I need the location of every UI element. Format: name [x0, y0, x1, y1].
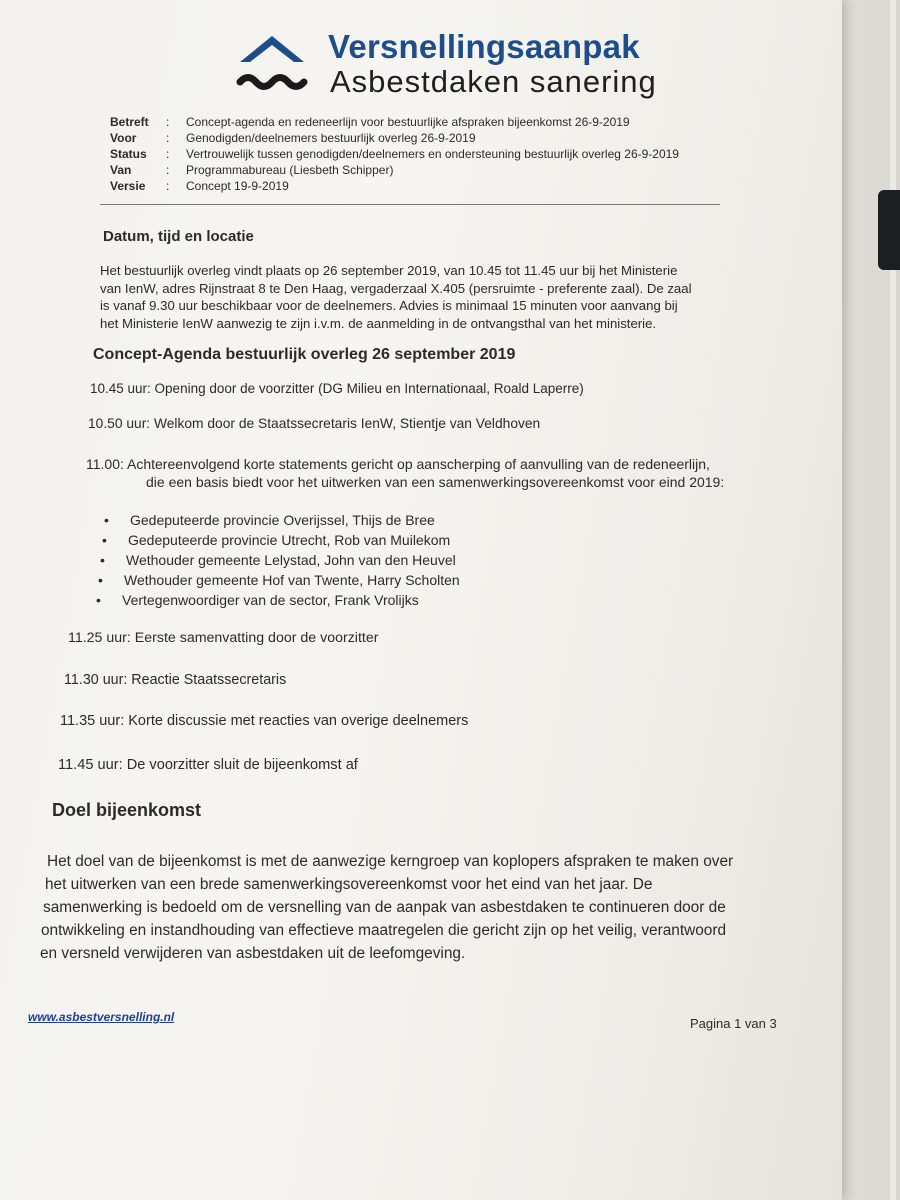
list-item — [96, 590, 458, 610]
agenda-item: 10.45 uur: Opening door de voorzitter (DG Milieu en Internationaal, Roald Laperre) — [90, 381, 584, 396]
agenda-item: 11.35 uur: Korte discussie met reacties van overige deelnemers — [60, 713, 469, 729]
section-heading-doel: Doel bijeenkomst — [52, 800, 202, 820]
meta-row-betreft — [110, 114, 679, 130]
website-link[interactable]: www.asbestversnelling.nl — [28, 1010, 175, 1024]
meta-row-versie — [110, 178, 679, 194]
meta-value: Concept-agenda en redeneerlijn voor bestuurlijke afspraken bijeenkomst 26-9-2019 — [186, 115, 630, 129]
paragraph-line: ontwikkeling en instandhouding van effectieve maatregelen die gericht zijn op het veilig, verantwoord — [41, 922, 727, 939]
meta-colon: : — [166, 131, 170, 145]
logo-roof-wave-icon — [236, 30, 308, 100]
page-number: Pagina 1 van 3 — [690, 1016, 777, 1031]
divider — [100, 204, 720, 205]
meta-value: Concept 19-9-2019 — [186, 179, 289, 193]
agenda-item: 10.50 uur: Welkom door de Staatssecretaris IenW, Stientje van Veldhoven — [88, 416, 541, 431]
agenda-item: 11.45 uur: De voorzitter sluit de bijeenkomst af — [58, 757, 358, 773]
paragraph-line: is vanaf 9.30 uur beschikbaar voor de deelnemers. Advies is minimaal 15 minuten voor aanvang bij — [100, 298, 678, 313]
paragraph-line: het uitwerken van een brede samenwerkingsovereenkomst voor het eind van het jaar. De — [45, 876, 653, 893]
agenda-heading: Concept-Agenda bestuurlijk overleg 26 september 2019 — [93, 346, 516, 363]
list-item — [102, 530, 464, 550]
meta-key: Van — [110, 163, 132, 177]
meta-row-van — [110, 162, 679, 178]
agenda-item: 11.00: Achtereenvolgend korte statements gericht op aanscherping of aanvulling van de redeneerlijn, — [86, 456, 710, 472]
paragraph-line: samenwerking is bedoeld om de versnelling van de aanpak van asbestdaken te continueren door de — [43, 899, 726, 916]
paragraph-line: Het bestuurlijk overleg vindt plaats op 26 september 2019, van 10.45 tot 11.45 uur bij het Ministerie — [100, 263, 678, 278]
list-item-label: Wethouder gemeente Lelystad, John van den Heuvel — [126, 552, 456, 568]
section-datum-paragraph — [100, 262, 692, 332]
agenda-item: 11.30 uur: Reactie Staatssecretaris — [64, 672, 287, 688]
list-item-label: Gedeputeerde provincie Overijssel, Thijs de Bree — [130, 512, 435, 528]
list-item-label: Wethouder gemeente Hof van Twente, Harry Scholten — [124, 572, 460, 588]
meta-colon: : — [166, 163, 170, 177]
meta-value: Genodigden/deelnemers bestuurlijk overleg 26-9-2019 — [186, 131, 476, 145]
list-item-label: Vertegenwoordiger van de sector, Frank Vrolijks — [122, 592, 419, 608]
logo-title: Versnellingsaanpak — [328, 28, 640, 65]
list-item — [98, 570, 460, 590]
section-doel-paragraph — [40, 850, 733, 965]
list-item — [100, 550, 462, 570]
list-item-label: Gedeputeerde provincie Utrecht, Rob van Muilekom — [128, 532, 451, 548]
bullet-icon: • — [104, 512, 109, 528]
meta-key: Voor — [110, 131, 137, 145]
bullet-icon: • — [96, 592, 101, 608]
meta-value: Programmabureau (Liesbeth Schipper) — [186, 163, 394, 177]
meta-colon: : — [166, 147, 170, 161]
meta-key: Status — [110, 147, 147, 161]
meta-block — [110, 114, 679, 194]
bullet-icon: • — [98, 572, 103, 588]
paragraph-line: Het doel van de bijeenkomst is met de aanwezige kerngroep van koplopers afspraken te maken over — [47, 853, 734, 870]
speaker-list — [96, 510, 462, 610]
meta-colon: : — [166, 179, 170, 193]
meta-key: Betreft — [110, 115, 149, 129]
paragraph-line: het Ministerie IenW aanwezig te zijn i.v.m. de aanmelding in de ontvangsthal van het ministerie. — [100, 315, 657, 331]
agenda-item-continued: die een basis biedt voor het uitwerken van een samenwerkingsovereenkomst voor eind 2019: — [146, 474, 725, 490]
bullet-icon: • — [102, 532, 107, 548]
section-heading-datum: Datum, tijd en locatie — [103, 228, 254, 245]
binder-clip — [878, 190, 900, 270]
logo-subtitle: Asbestdaken sanering — [330, 64, 657, 99]
agenda-item: 11.25 uur: Eerste samenvatting door de voorzitter — [68, 630, 379, 646]
paragraph-line: van IenW, adres Rijnstraat 8 te Den Haag, vergaderzaal X.405 (persruimte - preferente zaal). De zaal — [100, 280, 692, 296]
paragraph-line: en versneld verwijderen van asbestdaken uit de leefomgeving. — [40, 945, 466, 962]
list-item — [104, 510, 466, 530]
meta-key: Versie — [110, 179, 146, 193]
meta-colon: : — [166, 115, 170, 129]
meta-value: Vertrouwelijk tussen genodigden/deelnemers en ondersteuning bestuurlijk overleg 26-9-2019 — [186, 147, 679, 161]
meta-row-voor — [110, 130, 679, 146]
bullet-icon: • — [100, 552, 105, 568]
meta-row-status — [110, 146, 679, 162]
